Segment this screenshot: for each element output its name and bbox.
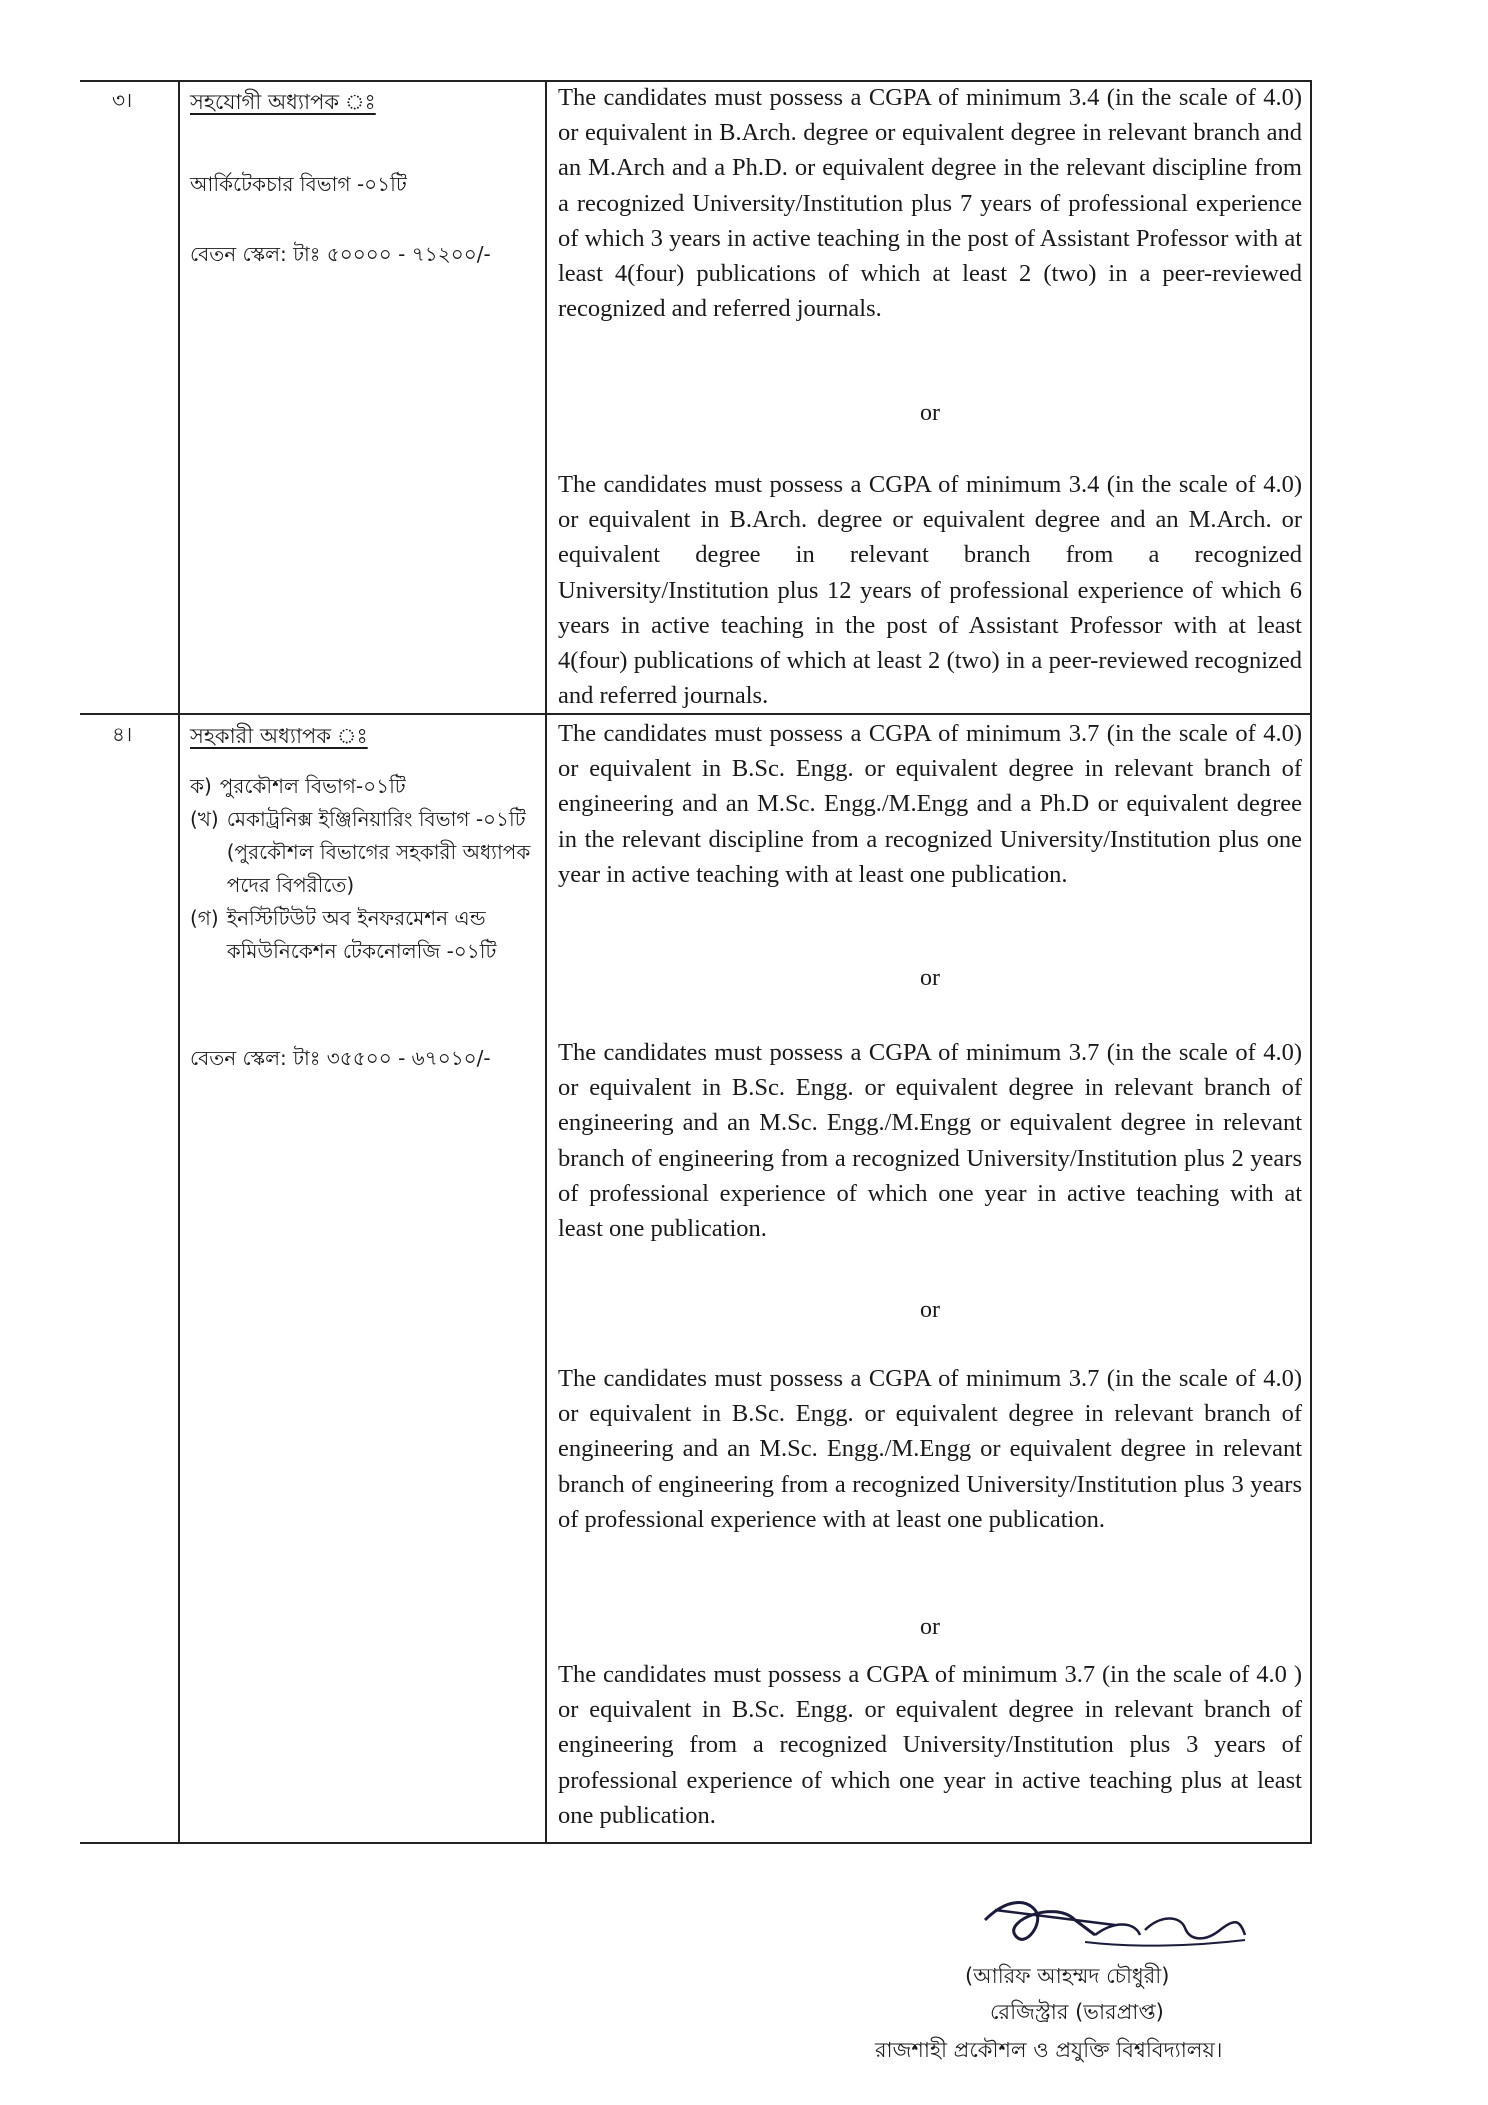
department-marker: ক) <box>190 774 212 798</box>
department-item <box>190 902 535 968</box>
department-list <box>190 770 535 968</box>
or-separator: or <box>920 1614 940 1640</box>
col-divider-post <box>545 80 547 1844</box>
table-right-border <box>1310 80 1312 1844</box>
post-title: সহকারী অধ্যাপক ঃ <box>190 724 368 748</box>
signatory-designation: রেজিস্ট্রার (ভারপ্রাপ্ত) <box>990 2000 1164 2024</box>
signatory-name: (আরিফ আহম্মদ চৌধুরী) <box>965 1964 1170 1988</box>
handwritten-signature <box>965 1880 1265 1970</box>
or-separator: or <box>920 965 940 991</box>
or-separator: or <box>920 1297 940 1323</box>
serial-number: ৪। <box>112 722 133 746</box>
requirement-paragraph: The candidates must possess a CGPA of minimum 3.7 (in the scale of 4.0) or equivalent in B.Sc. Engg. or equivalent degree in relevant branch of engineering and an M.Sc. Engg./M.Engg or equivalent degree in relevant branch of engineering from a recognized University/Institution plus 2 years of professional experience of which one year in active teaching with at least one publication. <box>558 1039 1302 1243</box>
requirement-paragraph: The candidates must possess a CGPA of minimum 3.7 (in the scale of 4.0 ) or equivalent in B.Sc. Engg. or equivalent degree in relevant branch of engineering from a recognized University/Institution plus 3 years of professional experience of which one year in active teaching plus at least one publication. <box>558 1661 1302 1829</box>
institution-name: রাজশাহী প্রকৌশল ও প্রযুক্তি বিশ্ববিদ্যালয়। <box>875 2038 1223 2062</box>
department-marker: (খ) <box>190 807 219 831</box>
department-item <box>190 770 535 803</box>
post-title: সহযোগী অধ্যাপক ঃ <box>190 90 376 114</box>
or-separator: or <box>920 400 940 426</box>
department-text: ইনস্টিটিউট অব ইনফরমেশন এন্ড কমিউনিকেশন টেকনোলজি -০১টি <box>226 906 497 963</box>
table-bottom-border <box>80 1842 1312 1844</box>
col-divider-serial <box>178 80 180 1844</box>
department-item <box>190 803 535 902</box>
requirement-paragraph: The candidates must possess a CGPA of minimum 3.4 (in the scale of 4.0) or equivalent in B.Arch. degree or equivalent degree in relevant branch and an M.Arch and a Ph.D. or equivalent degree in the relevant discipline from a recognized University/Institution plus 7 years of professional experience of which 3 years in active teaching in the post of Assistant Professor with at least 4(four) publications of which at least 2 (two) in a peer-reviewed recognized and referred journals. <box>558 84 1302 323</box>
pay-scale: বেতন স্কেল: টাঃ ৩৫৫০০ - ৬৭০১০/- <box>190 1046 491 1070</box>
department-text: মেকাট্রনিক্স ইঞ্জিনিয়ারিং বিভাগ -০১টি (পুরকৌশল বিভাগের সহকারী অধ্যাপক পদের বিপরীতে) <box>226 807 531 897</box>
requirement-paragraph: The candidates must possess a CGPA of minimum 3.4 (in the scale of 4.0) or equivalent in B.Arch. degree or equivalent degree and an M.Arch. or equivalent degree in relevant branch from a recognized University/Institution plus 12 years of professional experience of which 6 years in active teaching in the post of Assistant Professor with at least 4(four) publications of which at least 2 (two) in a peer-reviewed recognized and referred journals. <box>558 471 1302 710</box>
requirement-paragraph: The candidates must possess a CGPA of minimum 3.7 (in the scale of 4.0) or equivalent in B.Sc. Engg. or equivalent degree in relevant branch of engineering and an M.Sc. Engg./M.Engg and a Ph.D or equivalent degree in the relevant discipline from a recognized University/Institution plus one year in active teaching with at least one publication. <box>558 720 1302 888</box>
department-text: পুরকৌশল বিভাগ-০১টি <box>219 774 406 798</box>
serial-number: ৩। <box>112 88 133 112</box>
department-marker: (গ) <box>190 906 219 930</box>
pay-scale: বেতন স্কেল: টাঃ ৫০০০০ - ৭১২০০/- <box>190 242 491 266</box>
requirement-paragraph: The candidates must possess a CGPA of minimum 3.7 (in the scale of 4.0) or equivalent in B.Sc. Engg. or equivalent degree in relevant branch of engineering and an M.Sc. Engg./M.Engg or equivalent degree in relevant branch of engineering from a recognized University/Institution plus 3 years of professional experience with at least one publication. <box>558 1365 1302 1533</box>
department-item: আর্কিটেকচার বিভাগ -০১টি <box>190 172 407 196</box>
